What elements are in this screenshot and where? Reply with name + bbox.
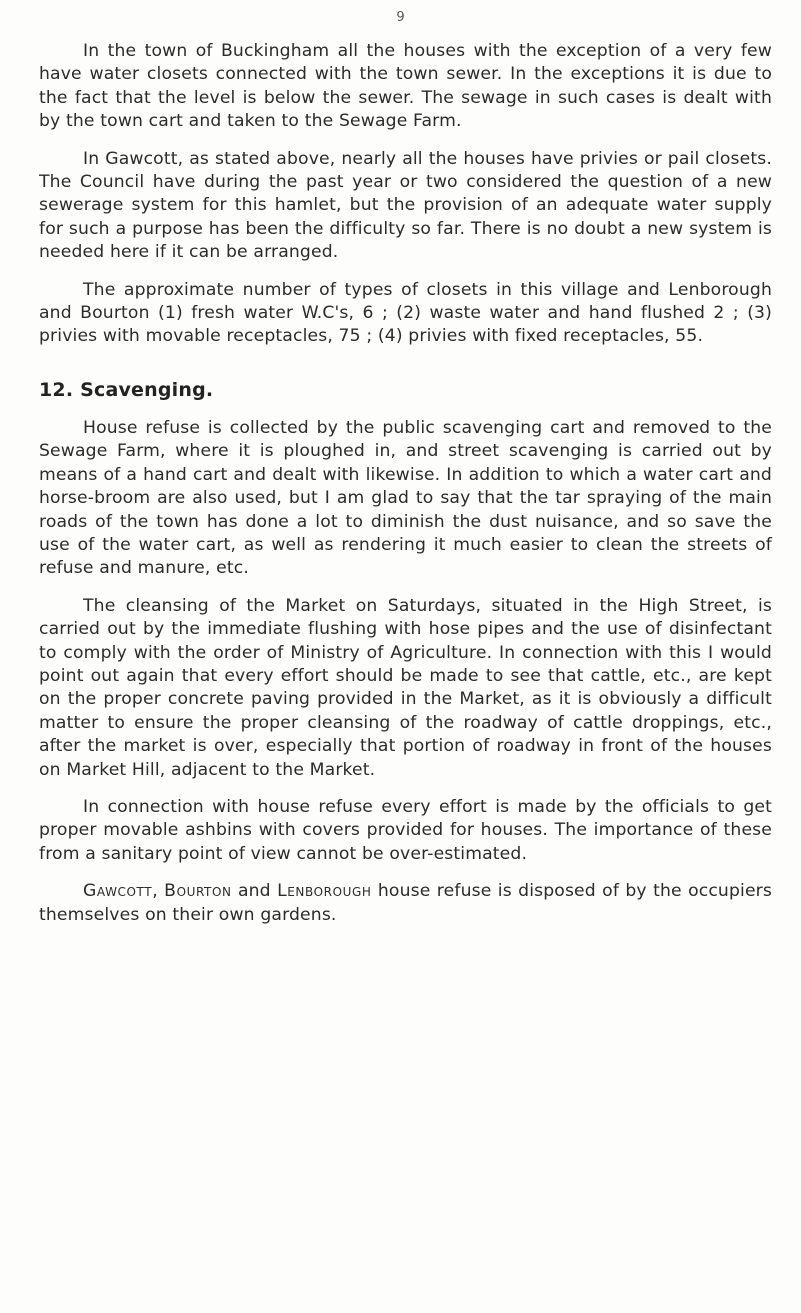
village-gawcott: Gawcott [83, 881, 153, 902]
section-heading [39, 379, 772, 401]
paragraph-ashbins: In connection with house refuse every effort is made by the officials to get proper movable ashbins with covers provided for houses. The importance of these from a sanitary point of view cannot be over-estimated. [39, 796, 772, 864]
section-title: Scavenging. [80, 378, 214, 401]
section-number: 12. [39, 378, 74, 401]
paragraph-gawcott-privies: In Gawcott, as stated above, nearly all the houses have privies or pail closets. The Council have during the past year or two considered the question of a new sewerage system for this hamlet, but the provision of an adequate water supply for such a purpose has been the difficulty so far. There is no doubt a new system is needed here if it can be arranged. [39, 148, 772, 263]
paragraph-house-refuse: House refuse is collected by the public scavenging cart and removed to the Sewage Farm, where it is ploughed in, and street scavenging is carried out by means of a hand cart and dealt with likewise. In addition to which a water cart and horse-broom are also used, but I am glad to say that the tar spraying of the main roads of the town has done a lot to diminish the dust nuisance, and so save the use of the water cart, as well as rendering it much easier to clean the streets of refuse and manure, etc. [39, 417, 772, 579]
paragraph-buckingham-closets: In the town of Buckingham all the houses with the exception of a very few have water closets connected with the town sewer. In the exceptions it is due to the fact that the level is below the sewer. The sewage in such cases is dealt with by the town cart and taken to the Sewage Farm. [39, 41, 772, 132]
paragraph-closet-types: The approximate number of types of closets in this village and Lenborough and Bourton (1) fresh water W.C's, 6 ; (2) waste water and hand flushed 2 ; (3) privies with movable receptacles, 75 ; (4) privies with fixed receptacles, 55. [39, 279, 772, 347]
paragraph-market-cleansing: The cleansing of the Market on Saturdays, situated in the High Street, is carried out by the immediate flushing with hose pipes and the use of disinfectant to comply with the order of Ministry of Agriculture. In connection with this I would point out again that every effort should be made to see that cattle, etc., are kept on the proper concrete paving provided in the Market, as it is obviously a difficult matter to ensure the proper cleansing of the roadway of cattle droppings, etc., after the market is over, especially that portion of roadway in front of the houses on Market Hill, adjacent to the Market. [39, 595, 772, 780]
village-bourton: Bourton [164, 881, 232, 902]
page-number: 9 [396, 10, 405, 25]
village-lenborough: Lenborough [277, 881, 372, 902]
paragraph-villages-refuse: Gawcott, Bourton and Lenborough house refuse is disposed of by the occupiers themselves on their own gardens. [39, 881, 773, 925]
text-body [39, 40, 772, 941]
